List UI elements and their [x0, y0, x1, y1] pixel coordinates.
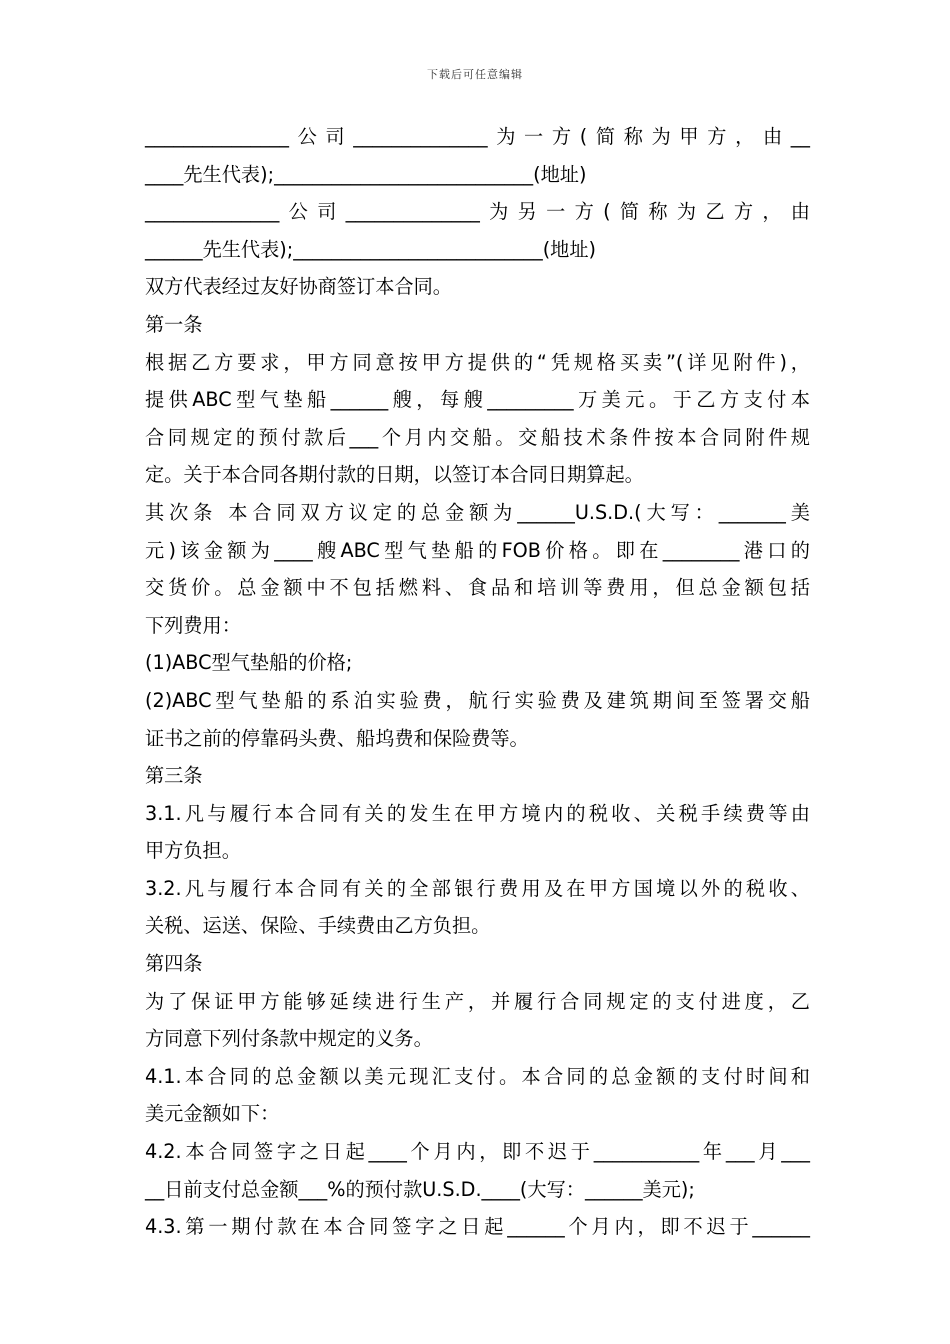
document-line: 3.1.凡与履行本合同有关的发生在甲方境内的税收、关税手续费等由: [145, 801, 810, 825]
document-line: 根据乙方要求，甲方同意按甲方提供的“凭规格买卖”(详见附件)，: [145, 350, 810, 374]
document-line: 证书之前的停靠码头费、船坞费和保险费等。: [145, 726, 529, 750]
document-line: 第四条: [145, 952, 203, 976]
document-line: __日前支付总金额___%的预付款U.S.D.____(大写：______美元);: [145, 1177, 695, 1201]
document-line: 4.2.本合同签字之日起____个月内，即不迟于___________年___月___: [145, 1140, 810, 1164]
document-line: 甲方负担。: [145, 839, 241, 863]
document-line: (2)ABC型气垫船的系泊实验费，航行实验费及建筑期间至签署交船: [145, 688, 810, 712]
document-line: 方同意下列付条款中规定的义务。: [145, 1027, 433, 1051]
document-line: 关税、运送、保险、手续费由乙方负担。: [145, 914, 491, 938]
document-line: ______________公司______________为另一方(简称为乙方，由: [145, 200, 810, 224]
document-line: 4.1.本合同的总金额以美元现汇支付。本合同的总金额的支付时间和: [145, 1064, 810, 1088]
document-line: 元)该金额为____艘ABC型气垫船的FOB价格。即在________港口的: [145, 538, 810, 562]
document-line: _______________公司______________为一方(简称为甲方，由__: [145, 125, 810, 148]
document-line: 美元金额如下：: [145, 1102, 280, 1126]
document-line: 提供ABC型气垫船______艘，每艘_________万美元。于乙方支付本: [145, 388, 810, 412]
document-body: [145, 118, 810, 1246]
document-line: 4.3.第一期付款在本合同签字之日起______个月内，即不迟于______: [145, 1215, 810, 1239]
document-line: 其次条 本合同双方议定的总金额为______U.S.D.(大写：_______美: [145, 500, 810, 524]
document-line: 交货价。总金额中不包括燃料、食品和培训等费用，但总金额包括: [145, 576, 810, 600]
document-line: 第一条: [145, 312, 203, 336]
document-line: 第三条: [145, 764, 203, 788]
document-line: 定。关于本合同各期付款的日期，以签订本合同日期算起。: [145, 463, 644, 487]
document-line: 合同规定的预付款后___个月内交船。交船技术条件按本合同附件规: [145, 425, 810, 449]
document-line: ____先生代表);___________________________(地址): [145, 162, 587, 186]
document-line: 下列费用：: [145, 613, 241, 637]
document-line: 3.2.凡与履行本合同有关的全部银行费用及在甲方国境以外的税收、: [145, 876, 810, 900]
document-line: 双方代表经过友好协商签订本合同。: [145, 275, 452, 299]
page-header: 下载后可任意编辑: [427, 68, 523, 81]
document-line: 为了保证甲方能够延续进行生产，并履行合同规定的支付进度，乙: [145, 989, 810, 1013]
document-line: (1)ABC型气垫船的价格;: [145, 651, 353, 675]
document-line: ______先生代表);__________________________(地址): [145, 237, 597, 261]
